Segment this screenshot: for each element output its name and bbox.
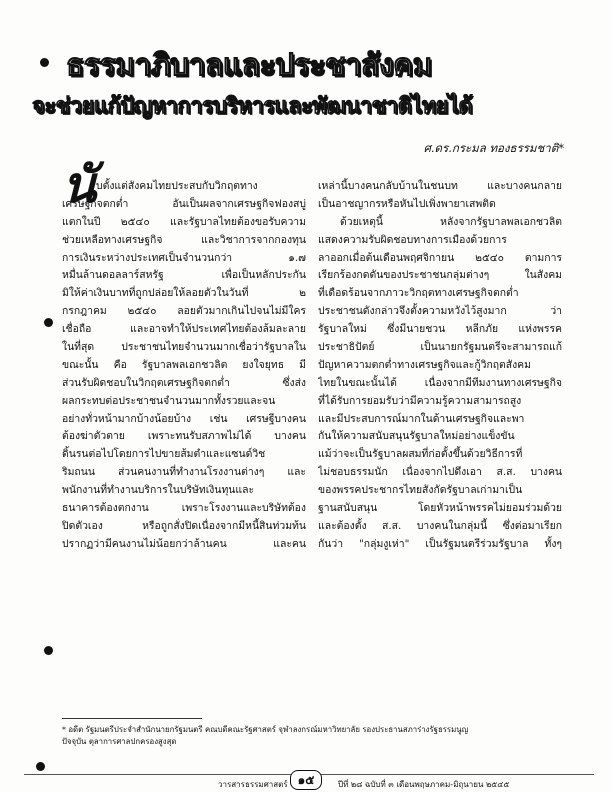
- text-line: และต้องตั้ง ส.ส. บางคนในกลุ่มนี้ ซึ่งต่อมาเรียก: [318, 519, 562, 532]
- text-line: ประชาชนดังกล่าวจึงตั้งความหวังไว้สูงมาก ว่า: [318, 305, 562, 318]
- text-line: ธนาคารต้องตกงาน เพราะโรงงานและบริษัทต้อง: [62, 502, 306, 515]
- article-subtitle: จะช่วยแก้ปัญหาการบริหารและพัฒนาชาติไทยได้: [32, 94, 473, 119]
- footnote-rule: [62, 718, 202, 719]
- text-line: ด้วยเหตุนี้ หลังจากรัฐบาลพลเอกชวลิต: [340, 215, 562, 228]
- text-line: เศรษฐกิจตกต่ำ อันเป็นผลจากเศรษฐกิจฟองสบู่: [62, 197, 306, 210]
- text-line: บตั้งแต่สังคมไทยประสบกับวิกฤตทาง: [96, 180, 258, 192]
- issue-info: ปีที่ ๒๘ ฉบับที่ ๓ เดือนพฤษภาคม-มิถุนายน ๒๕๔๕: [338, 780, 510, 789]
- text-line: ริมถนน ส่วนคนงานที่ทำงานโรงงานต่างๆ และ: [62, 466, 306, 479]
- author-byline: ศ.ดร.กระมล ทองธรรมชาติ*: [423, 141, 564, 155]
- text-line: ในที่สุด ประชาชนไทยจำนวนมากเชื่อว่ารัฐบาลใน: [62, 341, 306, 354]
- text-line: แตกในปี ๒๕๔๐ และรัฐบาลไทยต้องขอรับความ: [62, 215, 306, 228]
- margin-bullet: [36, 762, 45, 771]
- text-line: เป็นอาชญากรหรือหันไปเพิ่งพายาเสพติด: [318, 197, 496, 210]
- text-line: ปิดตัวเอง หรือถูกสั่งปิดเนื่องจากมีหนี้สินท่วมท้น: [62, 519, 306, 532]
- text-line: ดิ้นรนต่อไปโดยการไปขายส้มตำและแซนด์วิช: [62, 448, 266, 461]
- page-number: ๑๕: [290, 770, 322, 790]
- text-line: ส่วนรับผิดชอบในวิกฤตเศรษฐกิจตกต่ำ ซึ่งส่ง: [62, 376, 306, 389]
- footnote-line: ปัจจุบัน ตุลาการศาลปกครองสูงสุด: [62, 737, 177, 746]
- text-line: กรกฎาคม ๒๕๔๐ ลอยตัวมากเกินไปจนไม่มีใคร: [62, 305, 306, 318]
- text-line: กันให้ความสนับสนุนรัฐบาลใหม่อย่างแข็งขัน: [318, 430, 515, 443]
- text-line: การเงินระหว่างประเทศเป็นจำนวนกว่า ๑.๗: [62, 251, 306, 264]
- text-line: เชื่อถือ และอาจทำให้ประเทศไทยต้องล้มละลาย: [62, 323, 306, 336]
- text-line: ปรากฏว่ามีคนงานไม่น้อยกว่าล้านคน และคน: [62, 537, 306, 550]
- text-line: มิให้ค่าเงินบาทที่ถูกปล่อยให้ลอยตัวในวันที่ ๒: [62, 287, 306, 300]
- footnote-line: * อดีต รัฐมนตรีประจำสำนักนายกรัฐมนตรี คณบดีคณะรัฐศาสตร์ จุฬาลงกรณ์มหาวิทยาลัย รองประธานสภาร่างรัฐธรรมนูญ: [62, 725, 469, 734]
- text-line: อย่างทั่วหน้ามากบ้างน้อยบ้าง เช่น เศรษฐีบางคน: [62, 412, 306, 425]
- text-line: ไทยในขณะนั้นได้ เนื่องจากมีทีมงานทางเศรษฐกิจ: [318, 376, 562, 389]
- text-line: กันว่า "กลุ่มงูเห่า" เป็นรัฐมนตรีร่วมรัฐบาล ทั้งๆ: [318, 537, 562, 550]
- text-line: แม้ว่าจะเป็นรัฐบาลผสมที่ก่อตั้งขึ้นด้วยวิธีการที่: [318, 448, 523, 461]
- text-line: ประชาธิปัตย์ เป็นนายกรัฐมนตรีจะสามารถแก้: [318, 341, 562, 354]
- text-line: และมีประสบการณ์มากในด้านเศรษฐกิจและพา: [318, 412, 525, 425]
- text-line: ไม่ชอบธรรมนัก เนื่องจากไปดึงเอา ส.ส. บางคน: [318, 466, 562, 479]
- margin-bullet: [44, 646, 53, 655]
- journal-name: วารสารธรรมศาสตร์: [218, 780, 288, 789]
- text-line: หมื่นล้านดอลลาร์สหรัฐ เพื่อเป็นหลักประกัน: [62, 269, 306, 282]
- text-line: เหล่านี้บางคนกลับบ้านในชนบท และบางคนกลาย: [318, 180, 562, 192]
- text-line: แสดงความรับผิดชอบทางการเมืองด้วยการ: [318, 233, 507, 246]
- text-line: ผลกระทบต่อประชาชนจำนวนมากทั้งรวยและจน: [62, 394, 276, 407]
- text-line: ของพรรคประชากรไทยสังกัดรัฐบาลเก่ามาเป็น: [318, 484, 523, 497]
- margin-bullet: [44, 318, 53, 327]
- text-line: ขณะนั้น คือ รัฐบาลพลเอกชวลิต ยงใจยุทธ มี: [62, 358, 306, 371]
- right-column: [318, 178, 562, 554]
- text-line: ฐานสนับสนุน โดยหัวหน้าพรรคไม่ยอมร่วมด้วย: [318, 502, 562, 515]
- text-line: เรียกร้องกดดันของประชาชนกลุ่มต่างๆ ในสังคม: [318, 269, 562, 282]
- text-line: ที่ได้รับการยอมรับว่ามีความรู้ความสามารถสูง: [318, 394, 522, 407]
- footnote: [62, 724, 572, 748]
- text-line: ปัญหาความตกต่ำทางเศรษฐกิจและกู้วิกฤตสังคม: [318, 358, 531, 371]
- text-line: รัฐบาลใหม่ ซึ่งมีนายชวน หลีกภัย แห่งพรรค: [318, 323, 562, 336]
- drop-cap: นั: [62, 155, 97, 214]
- text-line: ลาออกเมื่อต้นเดือนพฤศจิกายน ๒๕๔๐ ตามการ: [318, 251, 562, 264]
- text-line: พนักงานที่ทำงานบริการในบริษัทเงินทุนและ: [62, 484, 255, 497]
- article-title: ธรรมาภิบาลและประชาสังคม: [66, 48, 432, 83]
- left-column: [62, 178, 306, 554]
- title-bullet: [40, 58, 49, 67]
- text-line: ที่เดือดร้อนจากภาวะวิกฤตทางเศรษฐกิจตกต่ำ: [318, 287, 519, 300]
- text-line: ช่วยเหลือทางเศรษฐกิจ และวิชาการจากกองทุน: [62, 233, 306, 246]
- text-line: ต้องฆ่าตัวตาย เพราะทนรับสภาพไม่ได้ บางคน: [62, 430, 306, 443]
